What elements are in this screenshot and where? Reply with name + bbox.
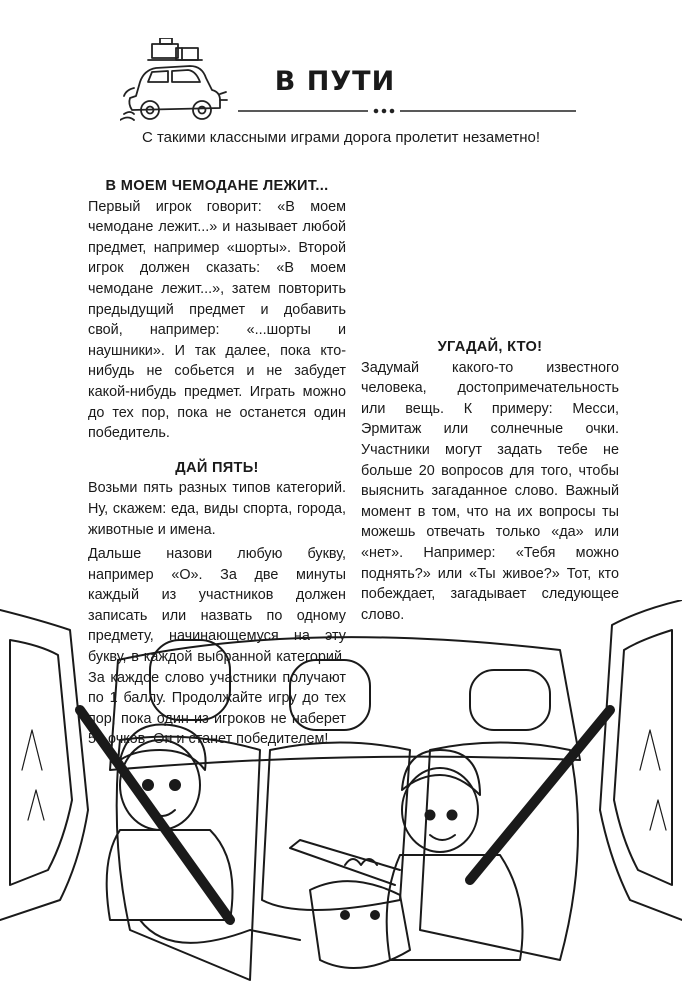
section-text-guess-who: Задумай какого-то известного человека, достопримечательность или вещь. К примеру: Месси, Эрмитаж или солнечные очки. Участники могут задать тебе не больше 20 вопросов для того, чтобы выяснить загаданное слово. Важный момент в том, что на их вопросы ты можешь отвечать только «да» или «нет». Например: «Тебя можно поднять?» или «Ты живое?» Тот, кто побеждает, загадывает следующее слово.: [361, 359, 619, 623]
kids-in-car-seats-illustration: [0, 600, 682, 1000]
page-title: В ПУТИ: [274, 66, 396, 97]
car-with-luggage-icon: [120, 38, 230, 128]
right-column-guess-who: [361, 337, 619, 625]
section-text-high-five-1: Возьми пять разных типов категорий. Ну, скажем: еда, виды спорта, города, животные и имена.: [88, 480, 346, 538]
page-header: [0, 0, 682, 146]
section-text-high-five-2: Дальше назови любую букву, например «О». За две минуты каждый из участников должен записать или назвать по одному предмету, начинающемуся на эту букву, в каждой выбранной категорий. За каждое слово участники получают по 1 баллу. Продолжайте игру до тех пор, пока один из игроков не наберет 50 очков. Он и станет победителем!: [88, 546, 346, 748]
ornamental-divider: [238, 106, 576, 116]
section-title-high-five: ДАЙ ПЯТЬ!: [175, 459, 259, 476]
page-subtitle: С такими классными играми дорога пролетит незаметно!: [141, 129, 541, 146]
section-title-guess-who-visible: УГАДАЙ, КТО!: [437, 339, 543, 355]
section-text-suitcase: Первый игрок говорит: «В моем чемодане лежит...» и называет любой предмет, например «шорты». Второй игрок должен сказать: «В моем чемодане лежит...», затем повторить предыдущий предмет и добавить свой, например: «...шорты и наушники». И так далее, пока кто-нибудь не собьется и не забудет какой-нибудь предмет. Играть можно до тех пор, пока не останется один победитель.: [88, 198, 346, 442]
section-title-suitcase: В МОЕМ ЧЕМОДАНЕ ЛЕЖИТ...: [105, 178, 329, 194]
